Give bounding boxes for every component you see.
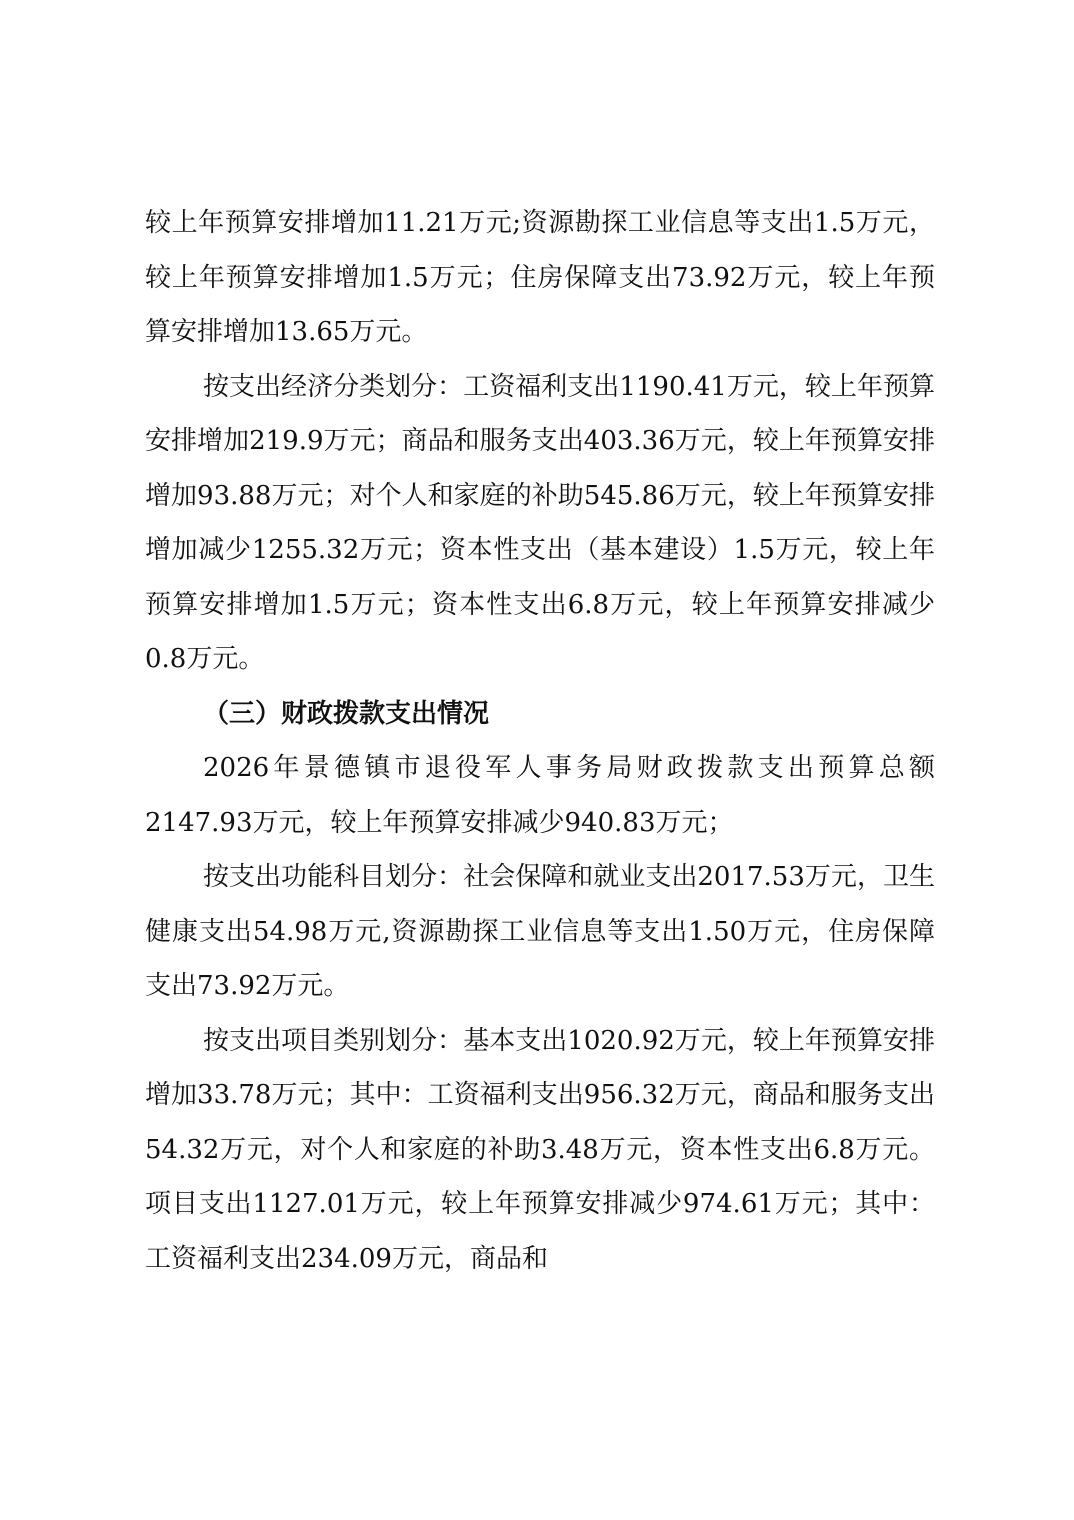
section-heading-fiscal-appropriation: （三）财政拨款支出情况	[203, 698, 490, 729]
paragraph-functional-classification: 按支出功能科目划分：社会保障和就业支出2017.53万元，卫生健康支出54.98万元,资源勘探工业信息等支出1.50万元，住房保障支出73.92万元。	[145, 862, 935, 1001]
paragraph-economic-classification: 按支出经济分类划分：工资福利支出1190.41万元，较上年预算安排增加219.9万元；商品和服务支出403.36万元，较上年预算安排增加93.88万元；对个人和家庭的补助545.86万元，较上年预算安排增加减少1255.32万元；资本性支出（基本建设）1.5万元，较上年预算安排增加1.5万元；资本性支出6.8万元，较上年预算安排减少0.8万元。	[145, 371, 935, 674]
paragraph-project-category: 按支出项目类别划分：基本支出1020.92万元，较上年预算安排增加33.78万元；其中：工资福利支出956.32万元，商品和服务支出54.32万元，对个人和家庭的补助3.48万元，资本性支出6.8万元。项目支出1127.01万元，较上年预算安排减少974.61万元；其中：工资福利支出234.09万元，商品和	[145, 1025, 935, 1274]
document-body	[145, 196, 935, 1286]
paragraph-appropriation-total: 2026年景德镇市退役军人事务局财政拨款支出预算总额2147.93万元，较上年预算安排减少940.83万元；	[145, 753, 935, 838]
paragraph-continued-expenditure: 较上年预算安排增加11.21万元;资源勘探工业信息等支出1.5万元，较上年预算安排增加1.5万元；住房保障支出73.92万元，较上年预算安排增加13.65万元。	[145, 208, 935, 347]
